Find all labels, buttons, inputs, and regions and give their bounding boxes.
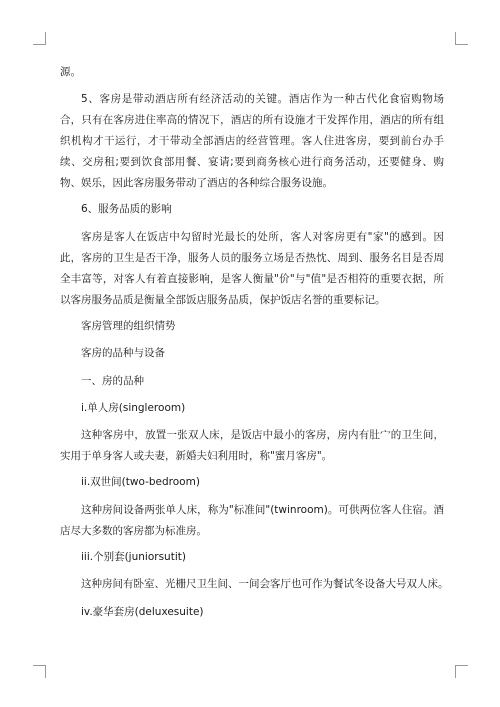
crop-mark-top-left (33, 32, 46, 45)
crop-mark-bottom-left (33, 665, 46, 678)
document-page (60, 62, 449, 629)
crop-mark-bottom-right (455, 665, 468, 678)
heading-room-types-equipment: 客房的品种与设备 (81, 347, 165, 360)
heading-junior-suite: iii.个别套(juniorsutit) (81, 550, 186, 563)
heading-organization: 客房管理的组织情势 (81, 319, 176, 332)
paragraph-single-room: 这种客房中，放置一张双人床，是饭店中最小的客房，房内有肚宀的卫生间，实用于单身客人或夫妻，新婚夫妇利用时，称"蜜月客房"。 (60, 429, 444, 463)
heading-single-room: i.单人房(singleroom) (81, 401, 186, 414)
paragraph-point-5: 5、客房是带动酒店所有经济活动的关键。酒店作为一种古代化食宿购物场合，只有在客房进住率高的情况下，酒店的所有设施才干发挥作用，酒店的所有组织机构才干运行，才干带动全部酒店的经营管理。客人住进客房，要到前台办手续、交房租;要到饮食部用餐、宴请;要到商务核心进行商务活动，还要健身、购物、娱乐，因此客房服务带动了酒店的各种综合服务设施。 (60, 93, 444, 190)
heading-double-room: ii.双世间(two-bedroom) (81, 476, 200, 489)
heading-deluxe-suite: iv.豪华套房(deluxesuite) (81, 605, 204, 618)
paragraph-service-quality: 客房是客人在饭店中勾留时光最长的处所，客人对客房更有"家"的感到。因此，客房的卫生是否干净，服务人员的服务立场是否热忱、周到、服务名目是否周全丰富等，对客人有着直接影响，是客人衡量"价"与"值"是否相符的重要衣据，所以客房服务品质是衡量全部饭店服务品质，保护饭店名誉的重要标记。 (60, 230, 444, 306)
heading-point-6: 6、服务品质的影响 (81, 203, 172, 216)
paragraph-double-room: 这种房间设备两张单人床，称为"标准间"(twinroom)。可供两位客人住宿。酒店尽大多数的客房都为标准房。 (60, 503, 444, 537)
paragraph-continuation: 源。 (60, 66, 81, 78)
paragraph-junior-suite: 这种房间有卧室、光栅尺卫生间、一间会客厅也可作为餐试冬设备大号双人床。 (81, 578, 449, 591)
crop-mark-top-right (455, 32, 468, 45)
heading-room-types: 一、房的品种 (81, 374, 144, 387)
